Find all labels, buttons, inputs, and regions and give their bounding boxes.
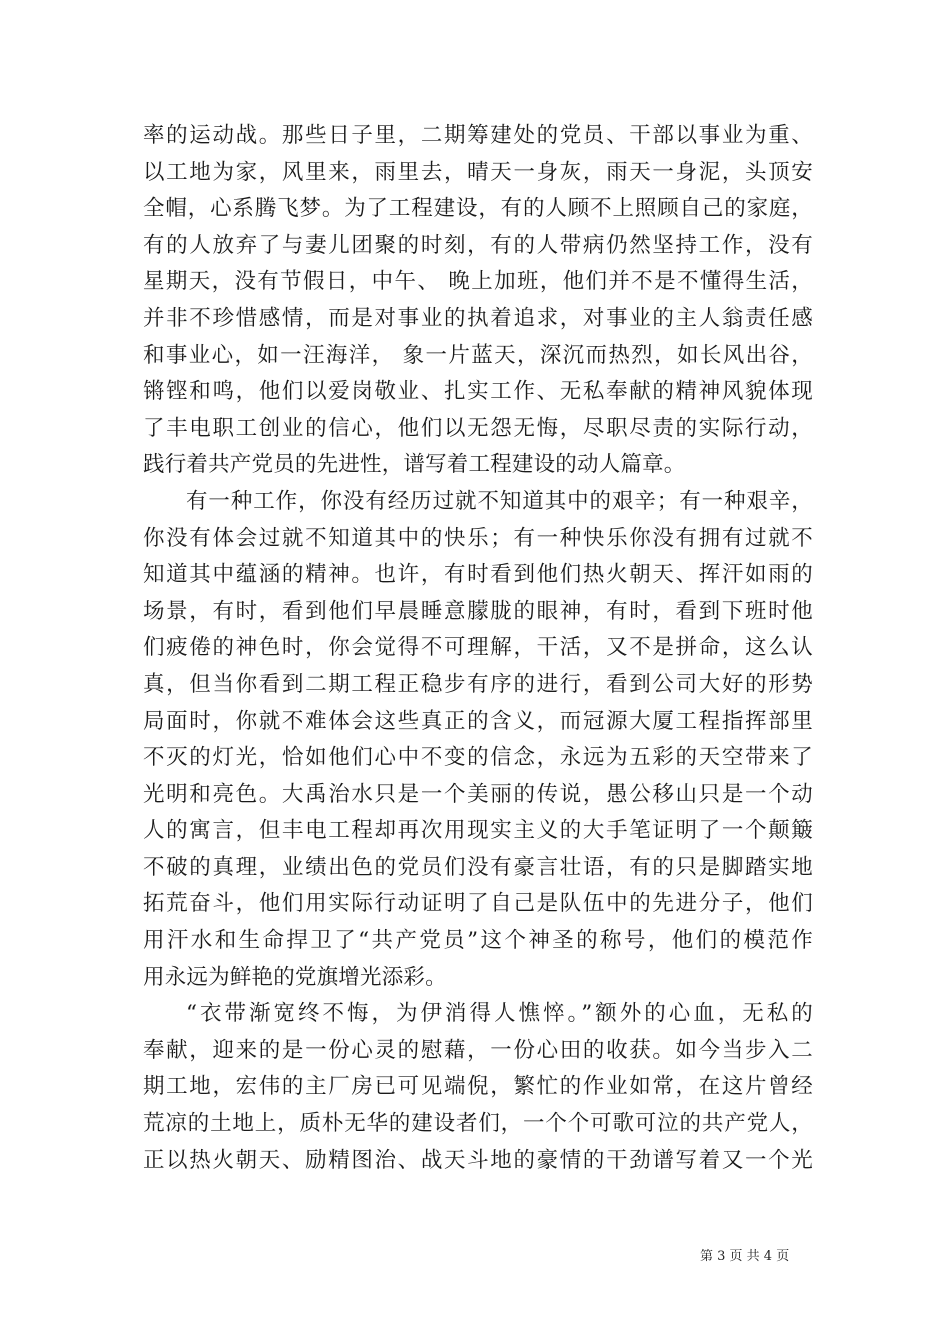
text-line: 拓荒奋斗，他们用实际行动证明了自己是队伍中的先进分子，他们 [143, 891, 813, 917]
text-line: 期工地，宏伟的主厂房已可见端倪，繁忙的作业如常，在这片曾经 [143, 1074, 813, 1100]
text-line: “衣带渐宽终不悔，为伊消得人憔悴。”额外的心血，无私的 [186, 1001, 813, 1027]
text-line: 不灭的灯光，恰如他们心中不变的信念，永远为五彩的天空带来了 [143, 745, 813, 771]
text-line: 局面时，你就不难体会这些真正的含义，而冠源大厦工程指挥部里 [143, 708, 813, 734]
paragraph-1 [143, 118, 813, 484]
paragraph-3 [143, 996, 813, 1179]
text-line: 人的寓言，但丰电工程却再次用现实主义的大手笔证明了一个颠簸 [143, 818, 813, 844]
text-line: 用永远为鲜艳的党旗增光添彩。 [143, 964, 447, 990]
text-line: 们疲倦的神色时，你会觉得不可理解，干活，又不是拼命，这么认 [143, 635, 813, 661]
text-line: 率的运动战。那些日子里，二期筹建处的党员、干部以事业为重、 [143, 123, 813, 148]
text-line: 场景，有时，看到他们早晨睡意朦胧的眼神，有时，看到下班时他 [143, 598, 813, 624]
text-line: 和事业心，如一汪海洋， 象一片蓝天，深沉而热烈，如长风出谷， [143, 342, 813, 368]
page-number: 第 3 页 共 4 页 [700, 1249, 790, 1264]
text-line: 光明和亮色。大禹治水只是一个美丽的传说，愚公移山只是一个动 [143, 781, 813, 807]
text-line: 知道其中蕴涵的精神。也许，有时看到他们热火朝天、挥汗如雨的 [143, 562, 813, 588]
text-line: 并非不珍惜感情，而是对事业的执着追求，对事业的主人翁责任感 [143, 305, 813, 331]
text-line: 不破的真理，业绩出色的党员们没有豪言壮语，有的只是脚踏实地 [143, 854, 813, 880]
text-line: 了丰电职工创业的信心，他们以无怨无悔，尽职尽责的实际行动， [143, 415, 813, 441]
text-line: 正以热火朝天、励精图治、战天斗地的豪情的干劲谱写着又一个光 [143, 1147, 813, 1173]
text-line: 奉献，迎来的是一份心灵的慰藉，一份心田的收获。如今当步入二 [143, 1037, 813, 1063]
text-line: 以工地为家，风里来，雨里去，晴天一身灰，雨天一身泥，头顶安 [143, 159, 813, 185]
paragraph-2 [143, 484, 813, 996]
text-line: 全帽，心系腾飞梦。为了工程建设，有的人顾不上照顾自己的家庭， [143, 196, 813, 222]
body-text [143, 118, 813, 1179]
text-line: 用汗水和生命捍卫了“共产党员”这个神圣的称号，他们的模范作 [143, 928, 813, 954]
text-line: 锵铿和鸣，他们以爱岗敬业、扎实工作、无私奉献的精神风貌体现 [143, 379, 813, 405]
text-line: 有的人放弃了与妻儿团聚的时刻，有的人带病仍然坚持工作，没有 [143, 232, 813, 258]
text-line: 荒凉的土地上，质朴无华的建设者们，一个个可歌可泣的共产党人， [143, 1111, 813, 1137]
text-line: 星期天，没有节假日，中午、 晚上加班，他们并不是不懂得生活， [143, 269, 813, 295]
text-line: 践行着共产党员的先进性，谱写着工程建设的动人篇章。 [143, 452, 686, 478]
text-line: 有一种工作，你没有经历过就不知道其中的艰辛；有一种艰辛， [186, 488, 813, 514]
text-line: 你没有体会过就不知道其中的快乐；有一种快乐你没有拥有过就不 [143, 525, 813, 551]
text-line: 真，但当你看到二期工程正稳步有序的进行，看到公司大好的形势 [143, 671, 813, 697]
